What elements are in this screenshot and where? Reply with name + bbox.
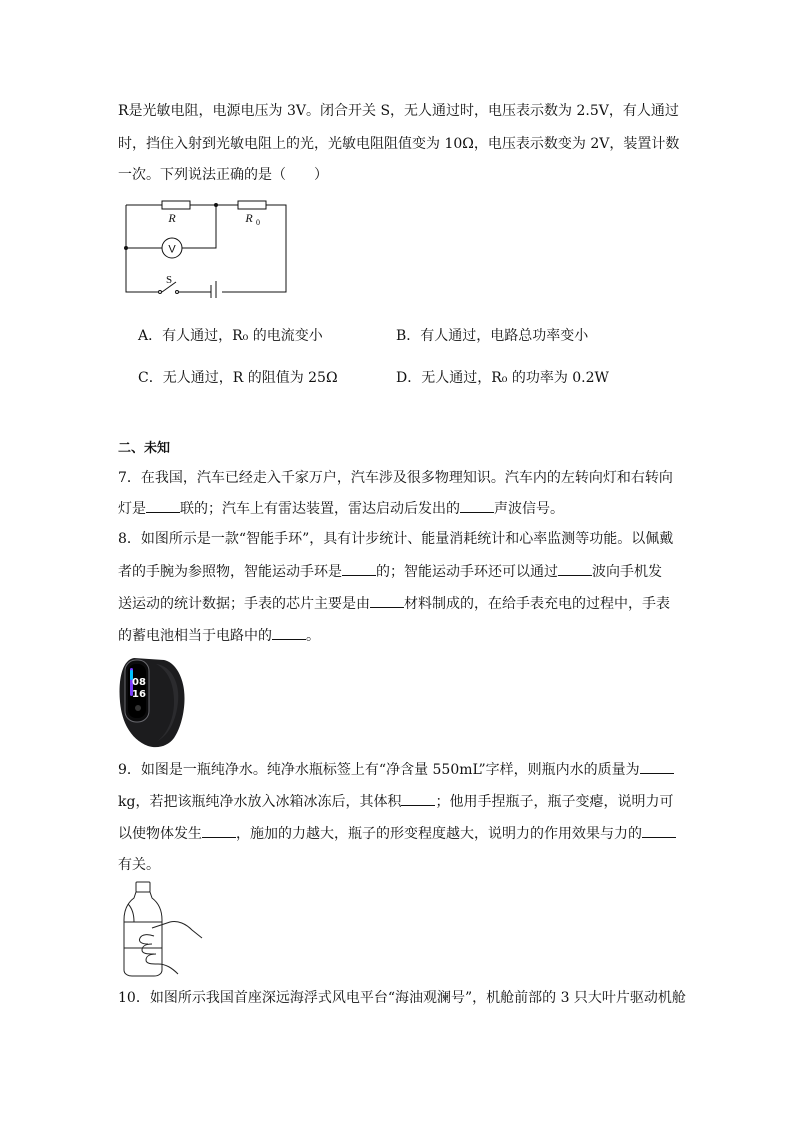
water-bottle-illustration [112, 878, 204, 978]
answer-blank[interactable] [202, 825, 236, 838]
q9-text-d: 以使物体发生 [118, 826, 202, 842]
q8-text-f: 的蓄电池相当于电路中的 [118, 628, 272, 644]
circuit-diagram [118, 195, 293, 298]
q6-line-1: R是光敏电阻，电源电压为 3V。闭合开关 S，无人通过时，电压表示数为 2.5V，有人通过 [118, 103, 679, 119]
resistor-r0-label: R [245, 211, 253, 225]
q8-line-4 [118, 627, 678, 644]
q8-line-1: 8．如图所示是一款“智能手环”，具有计步统计、能量消耗统计和心率监测等功能。以佩戴 [118, 531, 674, 547]
q9-line-3 [118, 825, 678, 842]
q7-text-c: 声波信号。 [494, 501, 564, 517]
q8-text-g: 。 [306, 628, 320, 644]
q9-line-1 [118, 761, 678, 778]
q9-text-a: 9．如图是一瓶纯净水。纯净水瓶标签上有“净含量 550mL”字样，则瓶内水的质量为 [118, 762, 640, 778]
resistor-r-label: R [168, 211, 176, 225]
answer-blank[interactable] [401, 793, 435, 806]
q8-text-d: 送运动的统计数据；手表的芯片主要是由 [118, 596, 370, 612]
q6-line-2: 时，挡住入射到光敏电阻上的光，光敏电阻阻值变为 10Ω，电压表示数变为 2V，装置计数 [118, 136, 680, 152]
q9-text-b: kg，若把该瓶纯净水放入冰箱冰冻后，其体积 [118, 794, 402, 810]
q6-option-c: C．无人通过，R 的阻值为 25Ω [138, 370, 338, 386]
q7-line-2 [118, 500, 678, 517]
q8-line-3 [118, 595, 678, 612]
watch-hour: 08 [132, 677, 146, 688]
q9-text-c: ；他用手捏瓶子，瓶子变瘪，说明力可 [435, 794, 674, 810]
voltmeter-label: V [168, 243, 176, 256]
q8-text-b: 的；智能运动手环还可以通过 [376, 564, 558, 580]
q8-text-a: 者的手腕为参照物，智能运动手环是 [118, 564, 342, 580]
answer-blank[interactable] [146, 500, 180, 513]
q7-line-1: 7．在我国，汽车已经走入千家万户，汽车涉及很多物理知识。汽车内的左转向灯和右转向 [118, 470, 673, 486]
q9-text-e: ，施加的力越大，瓶子的形变程度越大，说明力的作用效果与力的 [236, 826, 642, 842]
section-heading: 二、未知 [118, 441, 171, 456]
q8-text-c: 波向手机发 [592, 564, 662, 580]
resistor-r0-subscript: 0 [256, 218, 260, 227]
q8-text-e: 材料制成的，在给手表充电的过程中，手表 [404, 596, 670, 612]
q6-option-a: A．有人通过，R₀ 的电流变小 [138, 328, 323, 344]
q6-line-3: 一次。下列说法正确的是（ ） [118, 167, 328, 183]
answer-blank[interactable] [640, 761, 674, 774]
q10-line-1: 10．如图所示我国首座深远海浮式风电平台“海油观澜号”，机舱前部的 3 只大叶片驱动机舱 [118, 990, 686, 1006]
answer-blank[interactable] [370, 595, 404, 608]
answer-blank[interactable] [272, 627, 306, 640]
smart-band-illustration [112, 650, 192, 750]
q9-line-4: 有关。 [118, 857, 160, 873]
switch-label: S [165, 274, 173, 286]
answer-blank[interactable] [642, 825, 676, 838]
q6-option-b: B．有人通过，电路总功率变小 [396, 328, 589, 344]
watch-minute: 16 [132, 689, 146, 700]
q7-text-a: 灯是 [118, 501, 146, 517]
answer-blank[interactable] [342, 563, 376, 576]
q6-option-d: D．无人通过，R₀ 的功率为 0.2W [396, 370, 609, 386]
answer-blank[interactable] [460, 500, 494, 513]
q9-line-2 [118, 793, 678, 810]
q8-line-2 [118, 563, 678, 580]
q7-text-b: 联的；汽车上有雷达装置，雷达启动后发出的 [180, 501, 460, 517]
answer-blank[interactable] [558, 563, 592, 576]
